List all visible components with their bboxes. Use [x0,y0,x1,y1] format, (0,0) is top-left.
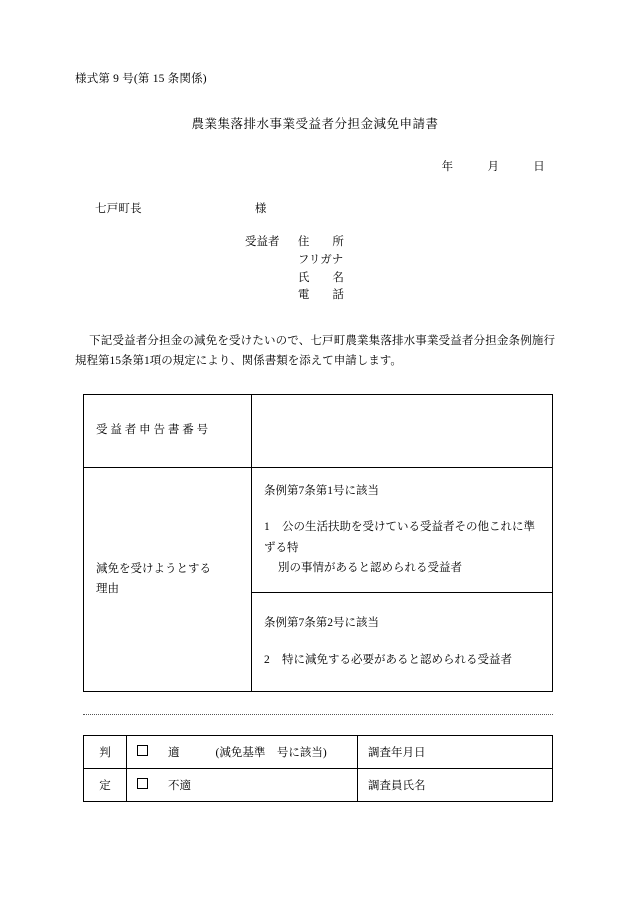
applicant-label-phone: 電 話 [297,289,344,302]
form-number: 様式第 9 号(第 15 条関係) [75,73,207,85]
reason-label-line2: 理由 [96,583,119,595]
date-day: 日 [533,161,545,173]
reason-1-text-line1: 公の生活扶助を受けている受益者その他これに準ずる特 [264,521,535,554]
date-month: 月 [487,161,500,173]
judgment-label-line2: 定 [84,768,127,801]
judgment-surveyor-name-label[interactable]: 調査員氏名 [358,768,553,801]
cell-reason-label [84,467,252,691]
date-year: 年 [441,161,454,173]
reason-2-item [264,650,540,670]
declaration-number-label: 受 益 者 申 告 書 番 号 [96,424,209,437]
judgment-option-unsuitable-label: 不適 [168,779,191,792]
date-line [75,158,545,174]
applicant-label-address: 住 所 [297,236,344,248]
judgment-option-unsuitable[interactable] [127,768,358,801]
applicant-row-address [245,234,555,252]
body-paragraph-text: 下記受益者分担金の減免を受けたいので、七戸町農業集落排水事業受益者分担金条例施行規程第15条第1項の規定により、関係書類を添えて申請します。 [75,335,555,368]
body-paragraph [75,331,555,371]
reason-1-text-line2: 別の事情があると認められる受益者 [278,561,462,574]
reason-1-number: 1 [264,521,270,534]
table-row [84,467,553,592]
reason-2-number: 2 [264,653,270,666]
applicant-row-phone [245,287,555,305]
cell-reason-option-2[interactable] [252,592,553,691]
reason-1-item [264,517,540,557]
judgment-option-suitable-label: 適 [168,746,180,759]
addressee-line [75,200,555,216]
table-row [84,735,553,768]
reason-label-line1: 減免を受けようとする [96,562,211,575]
table-row [84,768,553,801]
reason-1-heading: 条例第7条第1号に該当 [264,485,379,498]
judgment-table [83,735,553,802]
applicant-row-name [245,270,555,288]
cell-declaration-number-value[interactable] [252,394,553,467]
reason-2-heading: 条例第7条第2号に該当 [264,617,379,630]
table-row [84,394,553,467]
applicant-row-furigana [245,252,555,270]
applicant-block [75,234,555,305]
checkbox-suitable-icon[interactable] [137,745,148,756]
cell-declaration-number-label [84,394,252,467]
checkbox-unsuitable-icon[interactable] [137,778,148,789]
judgment-option-suitable[interactable] [127,735,358,768]
judgment-survey-date-label[interactable]: 調査年月日 [358,735,553,768]
applicant-heading: 受益者 [245,236,280,248]
applicant-label-name: 氏 名 [297,271,344,284]
applicant-label-furigana: フリガナ [297,253,344,266]
judgment-label-line1: 判 [84,735,127,768]
page-title: 農業集落排水事業受益者分担金減免申請書 [191,117,439,131]
cell-reason-option-1[interactable] [252,467,553,592]
judgment-option-suitable-note: (減免基準 号に該当) [215,746,327,759]
cut-line-divider [83,714,553,715]
reason-2-text-line1: 特に減免する必要があると認められる受益者 [282,653,512,666]
addressee-honorific: 様 [254,203,267,215]
addressee-name: 七戸町長 [95,203,142,215]
application-table [83,394,553,692]
